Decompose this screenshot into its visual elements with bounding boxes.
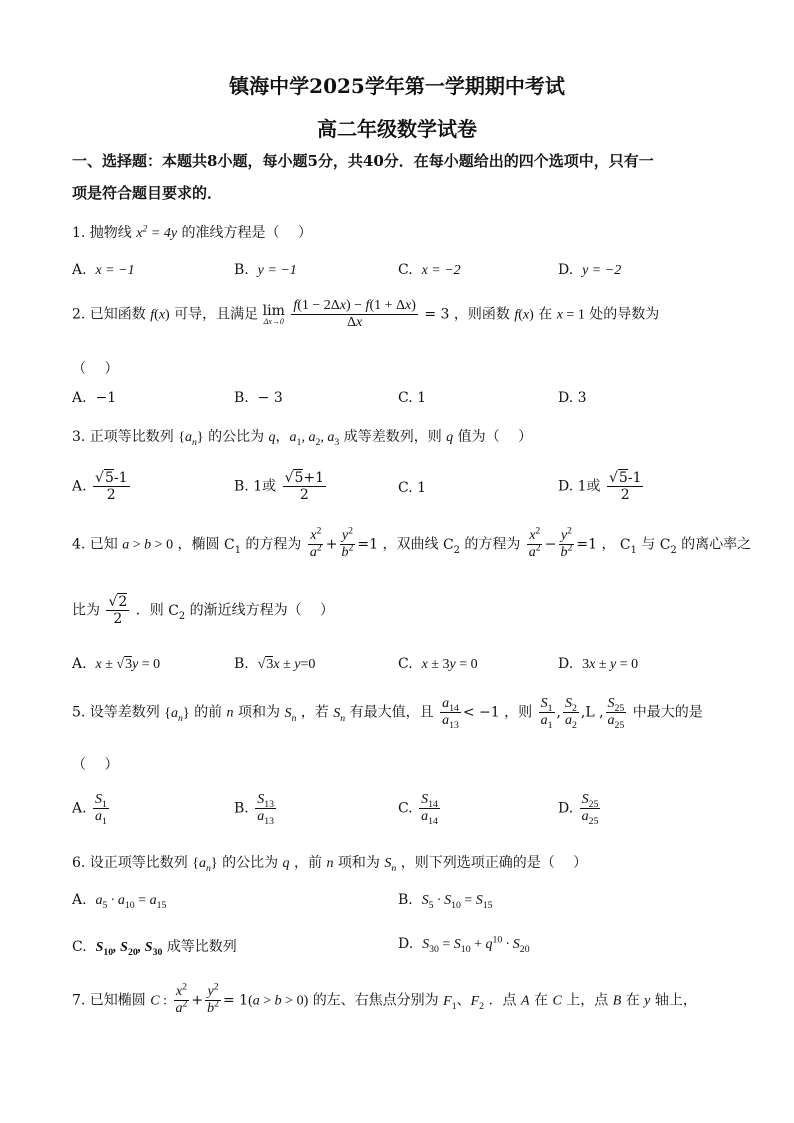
question-4: 4. 已知 a > b > 0 ，椭圆 $C_1$ 的方程为 $\frac{x^2}{a^2}$ + $\frac{y^2}{b^2}$ =1 ，双曲线 $C_2$ 的方程为 $\frac{x^2}{a^2}$ − $\frac{y^2}{b^2}$ =1 ， $C_1$ 与 $C_2$ 的离心率之	[72, 525, 752, 561]
q1-option-b: B. y = −1	[234, 262, 297, 278]
question-5: 5. 设等差数列 $\{a_n\}$ 的前 n 项和为 $S_n$ ，若 $S_n$ 有最大值，且 $\frac{a_{14}}{a_{13}}$ < −1 ，则 $\frac{S_1}{a_1}$ , $\frac{S_2}{a_2}$ ,L , $\frac{S_{25}}{a_{25}}$ 中最大的是	[72, 696, 703, 731]
q2-option-a: A. −1	[72, 390, 117, 406]
question-6: 6. 设正项等比数列 $\{a_n\}$ 的公比为 q ，前 n 项和为 $S_n$ ，则下列选项正确的是（ ）	[72, 855, 588, 874]
q5-option-c: C. $\frac{S_{14}}{a_{14}}$	[398, 792, 438, 827]
q3-option-c: C. 1	[398, 480, 427, 496]
q5-option-a: A. $\frac{S_1}{a_1}$	[72, 792, 107, 827]
section-instruction-line2: 项是符合题目要求的．	[72, 184, 223, 202]
q2-option-b: B. − 3	[234, 390, 283, 406]
q4-option-a: A. x ± √3y = 0	[72, 656, 161, 672]
q4-option-b: B. √3x ± y=0	[234, 656, 316, 672]
q2-paren: （ ）	[72, 361, 119, 377]
q6-option-a: A. $a_5 \cdot a_{10} = a_{15}$	[72, 892, 167, 911]
q1-option-c: C. x = −2	[398, 262, 461, 278]
q4-option-c: C. x ± 3y = 0	[398, 656, 478, 672]
q1-option-a: A. x = −1	[72, 262, 135, 278]
q3-option-b: B. 1或 $\frac{√5+1}{2}$	[234, 470, 325, 504]
exam-title: 镇海中学2025学年第一学期期中考试	[229, 74, 565, 98]
q6-option-b: B. $S_5 \cdot S_{10} = S_{15}$	[398, 892, 493, 911]
q3-option-d: D. 1或 $\frac{√5-1}{2}$	[558, 470, 642, 504]
question-1: 1. 抛物线 $x^2 = 4y$ 的准线方程是（ ）	[72, 223, 312, 241]
q4-option-d: D. 3x ± y = 0	[558, 656, 639, 672]
q6-option-d: D. $S_{30} = S_{10} + q^{10} \cdot S_{20}$	[398, 934, 530, 955]
question-2: 2. 已知函数 f(x) 可导，且满足 lim Δx→0 $\frac{f(1 - 2\Delta x) - f(1 + \Delta x)}{\Delta x}$ = 3 ，则函数 f(x) 在 x = 1 处的导数为	[72, 298, 660, 331]
q5-paren: （ ）	[72, 757, 119, 773]
q1-option-d: D. y = −2	[558, 262, 622, 278]
exam-subtitle: 高二年级数学试卷	[317, 117, 477, 141]
question-4-line2: 比为 $\frac{√2}{2}$ ．则 $C_2$ 的渐近线方程为（ ）	[72, 594, 335, 628]
q5-option-d: D. $\frac{S_{25}}{a_{25}}$	[558, 792, 599, 827]
q2-option-d: D. 3	[558, 390, 587, 406]
q6-option-c: C. $S_{10}$, $S_{20}$, $S_{30}$ 成等比数列	[72, 939, 237, 958]
math-expr: $x^2 = 4y$	[136, 223, 178, 241]
q2-option-c: C. 1	[398, 390, 427, 406]
q3-option-a: A. $\frac{√5-1}{2}$	[72, 470, 128, 504]
section-instruction-line1: 一、选择题：本题共8小题，每小题5分，共40分．在每小题给出的四个选项中，只有一	[72, 152, 654, 170]
q5-option-b: B. $\frac{S_{13}}{a_{13}}$	[234, 792, 274, 827]
question-3: 3. 正项等比数列 $\{a_n\}$ 的公比为 q，$a_1$, $a_2$, $a_3$ 成等差数列，则 q 值为（ ）	[72, 429, 533, 448]
question-7: 7. 已知椭圆 C : $\frac{x^2}{a^2}$ + $\frac{y^2}{b^2}$ = 1(a > b > 0) 的左、右焦点分别为 $F_1$、$F_2$ ．点 A 在 C 上，点 B 在 y 轴上，	[72, 981, 697, 1017]
